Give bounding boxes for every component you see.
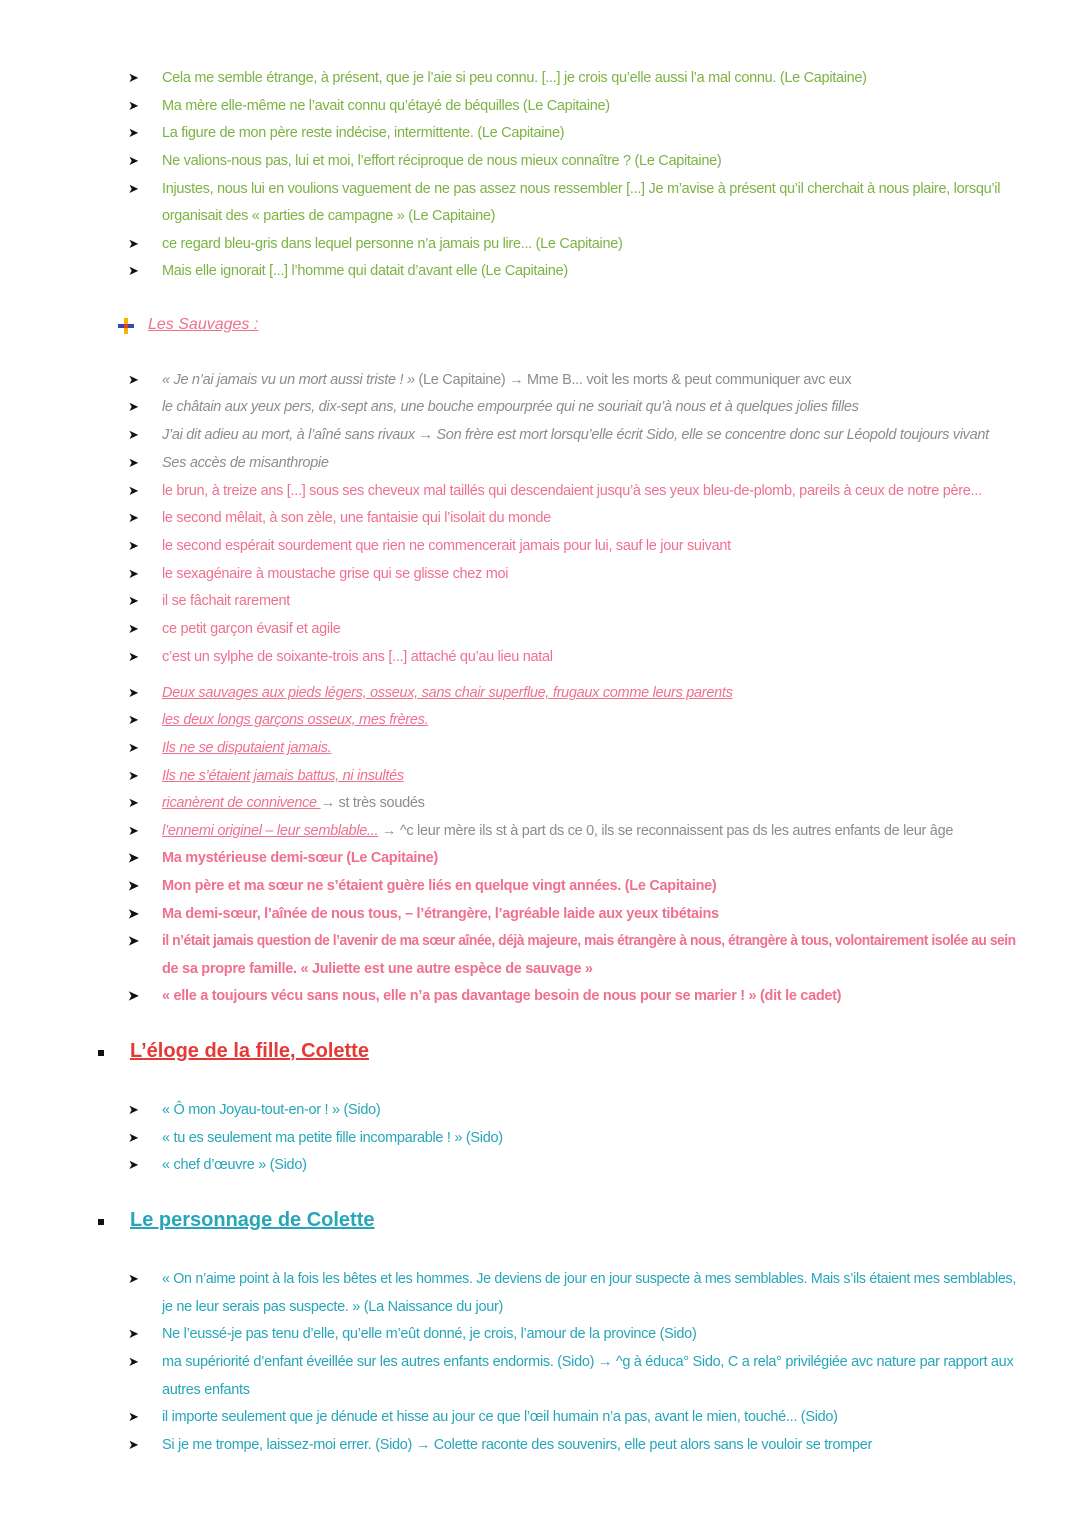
arrow-bullet-icon: ➤ <box>128 1271 139 1286</box>
arrow-bullet-icon: ➤ <box>128 483 139 498</box>
arrow-bullet-icon: ➤ <box>128 906 139 921</box>
arrow-bullet-icon: ➤ <box>128 712 139 727</box>
arrow-bullet-icon: ➤ <box>128 621 139 636</box>
arrow-bullet-icon: ➤ <box>128 372 139 387</box>
arrow-bullet-icon: ➤ <box>128 1354 139 1369</box>
arrow-bullet-icon: ➤ <box>128 685 139 700</box>
arrow-bullet-icon: ➤ <box>128 427 139 442</box>
eloge-heading: L’éloge de la fille, Colette <box>130 1040 369 1062</box>
arrow-bullet-icon: ➤ <box>128 740 139 755</box>
arrow-bullet-icon: ➤ <box>128 823 139 838</box>
arrow-bullet-icon: ➤ <box>128 1157 139 1172</box>
arrow-bullet-icon: ➤ <box>128 649 139 664</box>
arrow-bullet-icon: ➤ <box>128 878 139 893</box>
square-bullet-icon <box>98 1050 104 1056</box>
arrow-bullet-icon: ➤ <box>128 768 139 783</box>
arrow-bullet-icon: ➤ <box>128 1409 139 1424</box>
arrow-bullet-icon: ➤ <box>128 181 139 196</box>
arrow-bullet-icon: ➤ <box>128 125 139 140</box>
arrow-bullet-icon: ➤ <box>128 263 139 278</box>
arrow-bullet-icon: ➤ <box>128 1437 139 1452</box>
arrow-bullet-icon: ➤ <box>128 1102 139 1117</box>
arrow-bullet-icon: ➤ <box>128 988 139 1003</box>
arrow-bullet-icon: ➤ <box>128 1326 139 1341</box>
document-page: ➤ Cela me semble étrange, à présent, que je l’aie si peu connu. [...] je crois qu’elle aussi l’a mal connu. (Le Capitaine) ➤ Ma mère elle-même ne l’avait connu qu’étayé de béquilles (Le Capitaine) ➤ La figure de mon père reste indécise, intermittente. (Le Capitaine) ➤ Ne valions-nous pas, lui et moi, l’effort réciproque de nous mieux connaître ? (Le Capitaine) ➤ Injustes, nous lui en voulions vaguement de ne pas assez nous ressembler [...] Je m’avise à présent qu’il cherchait à nous plaire, lorsqu’il organisait des « parties de campagne » (Le Capitaine) ➤ ce regard bleu-gris dans lequel personne n’a jamais pu lire... (Le Capitaine) ➤ Mais elle ignorait [...] l’homme qui datait d’avant elle (Le Capitaine) Les Sauvages : ➤ « Je n’ai jamais vu un mort aussi triste ! » (Le Capitaine) → Mme B... voit les morts & peut communiquer avc eux ➤ le châtain aux yeux pers, dix-sept ans, une bouche empourprée qui ne souriait qu’à nous et à quelques jolies filles ➤ J’ai dit adieu au mort, à l’aîné sans rivaux → Son frère est mort lorsqu’elle écrit Sido, elle se concentre donc sur Léopold toujours vivant ➤ Ses accès de misanthropie ➤ le brun, à treize ans [...] sous ses cheveux mal taillés qui descendaient jusqu’à ses yeux bleu-de-plomb, pareils à ceux de notre père... ➤ le second mêlait, à son zèle, une fantaisie qui l’isolait du monde ➤ le second espérait sourdement que rien ne commencerait jamais pour lui, sauf le jour suivant ➤ le sexagénaire à moustache grise qui se glisse chez moi ➤ il se fâchait rarement ➤ ce petit garçon évasif et agile ➤ c’est un sylphe de soixante-trois ans [...] attaché qu’au lieu natal ➤ Deux sauvages aux pieds légers, osseux, sans chair superflue, frugaux comme leurs parents ➤ les deux longs garçons osseux, mes frères. ➤ Ils ne se disputaient jamais. ➤ Ils ne s’étaient jamais battus, ni insultés ➤ ricanèrent de connivence → st très soudés ➤ l’ennemi originel – leur semblable... → ^c leur mère ils st à part ds ce 0, ils se reconnaissent pas ds les autres enfants de leur âge ➤ Ma mystérieuse demi-sœur (Le Capitaine) ➤ Mon père et ma sœur ne s’étaient guère liés en quelque vingt années. (Le Capitaine) ➤ Ma demi-sœur, l’aînée de nous tous, – l’étrangère, l’agréable laide aux yeux tibétains ➤ il n’était jamais question de l’avenir de ma sœur aînée, déjà majeure, mais étrangère à nous, étrangère à tous, volontairement isolée au sein de sa propre famille. « Juliette est une autre espèce de sauvage » ➤ « elle a toujours vécu sans nous, elle n’a pas davantage besoin de nous pour se marier ! » (dit le cadet) L’éloge de la fille, Colette ➤ « Ô mon Joyau-tout-en-or ! » (Sido) ➤ « tu es seulement ma petite fille incomparable ! » (Sido) ➤ « chef d’œuvre » (Sido) Le personnage de Colette ➤ « On n’aime point à la fois les bêtes et les hommes. Je deviens de jour en jour suspecte à mes semblables. Mais s’ils étaient mes semblables, je ne leur serais pas suspecte. » (La Naissance du jour) ➤ Ne l’eussé-je pas tenu d’elle, qu’elle m’eût donné, je crois, l’amour de la province (Sido) ➤ ma supériorité d’enfant éveillée sur les autres enfants endormis. (Sido) → ^g à éduca° Sido, C a rela° privilégiée avc nature par rapport aux autres enfants ➤ il importe seulement que je dénude et hisse au jour ce que l’œil humain n’a pas, avant le mien, touché... (Sido) ➤ Si je me trompe, laissez-moi errer. (Sido) → Colette raconte des souvenirs, elle peut alors sans le vouloir se tromper <box>0 0 1080 1527</box>
colored-cross-icon <box>116 316 136 336</box>
square-bullet-icon <box>98 1219 104 1225</box>
sauvages-heading: Les Sauvages : <box>148 316 259 333</box>
arrow-bullet-icon: ➤ <box>128 455 139 470</box>
arrow-bullet-icon: ➤ <box>128 98 139 113</box>
arrow-bullet-icon: ➤ <box>128 510 139 525</box>
arrow-bullet-icon: ➤ <box>128 538 139 553</box>
arrow-bullet-icon: ➤ <box>128 593 139 608</box>
arrow-bullet-icon: ➤ <box>128 236 139 251</box>
arrow-bullet-icon: ➤ <box>128 1130 139 1145</box>
arrow-bullet-icon: ➤ <box>128 566 139 581</box>
arrow-bullet-icon: ➤ <box>128 850 139 865</box>
personnage-heading: Le personnage de Colette <box>130 1209 375 1231</box>
arrow-bullet-icon: ➤ <box>128 153 139 168</box>
arrow-bullet-icon: ➤ <box>128 795 139 810</box>
arrow-bullet-icon: ➤ <box>128 70 139 85</box>
arrow-bullet-icon: ➤ <box>128 933 139 948</box>
arrow-bullet-icon: ➤ <box>128 399 139 414</box>
